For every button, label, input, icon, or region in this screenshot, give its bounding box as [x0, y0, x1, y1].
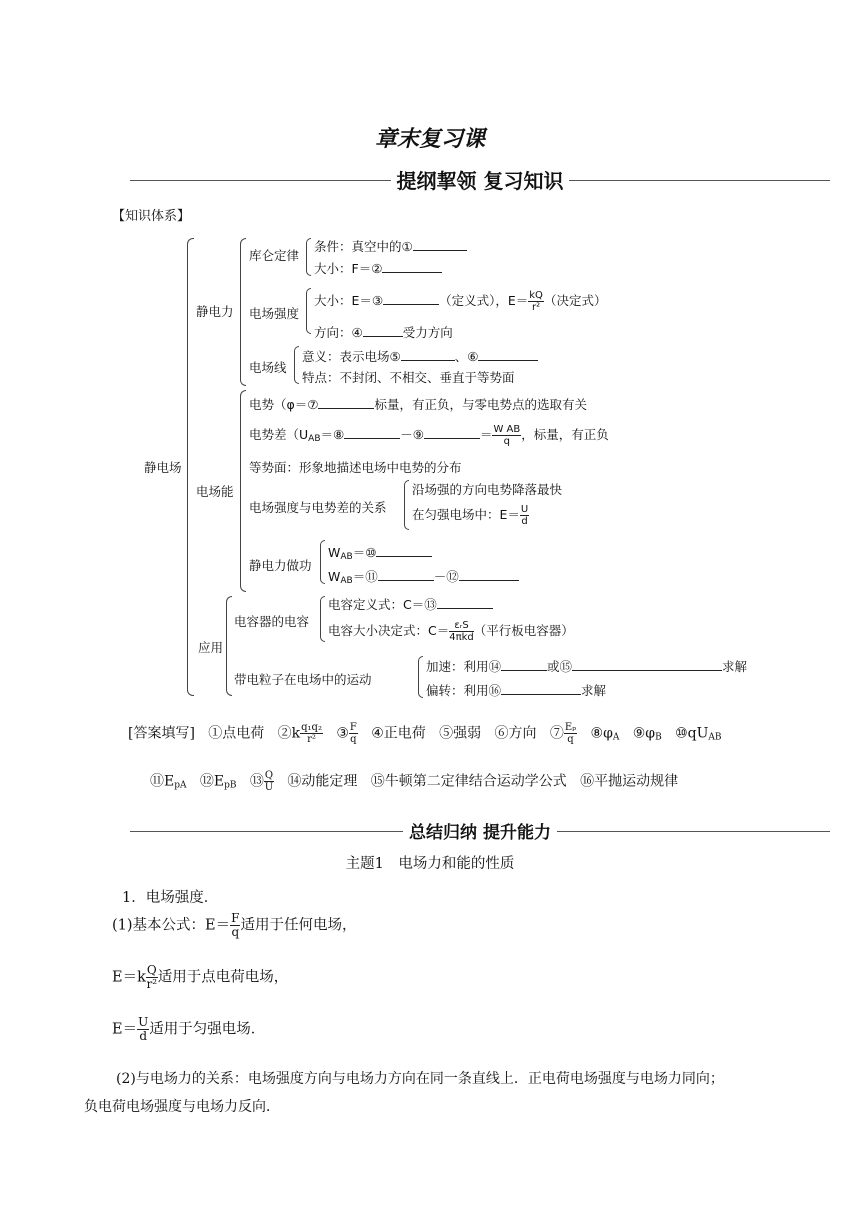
field-size: 大小：E＝③ — [314, 293, 384, 308]
answer-14: ⑭动能定理 — [287, 773, 358, 790]
frac-num: εᵣS — [449, 620, 474, 632]
frac-den: q — [503, 436, 511, 447]
relation-2: 在匀强电场中：E＝ — [412, 507, 520, 522]
subscript: AB — [340, 552, 353, 562]
section-label: 【知识体系】 — [112, 209, 191, 224]
node-relation: 电场强度与电势差的关系 — [249, 500, 387, 515]
banner-summary — [130, 816, 830, 846]
capacitance-det: 电容大小决定式：C＝ — [328, 623, 450, 638]
subscript: AB — [340, 576, 353, 586]
brace — [226, 596, 232, 696]
frac-num: Q — [146, 963, 157, 977]
work-11: ＝⑪ — [352, 569, 378, 584]
frac-num: Eₚ — [564, 722, 577, 733]
pdiff-9: －⑨ — [400, 427, 424, 442]
node-particle: 带电粒子在电场中的运动 — [234, 672, 372, 687]
para-4: E＝ — [112, 1021, 138, 1038]
frac-num: Q — [264, 770, 274, 781]
frac-num: U — [520, 504, 529, 515]
capacitance-det-note: （平行板电容器） — [473, 623, 574, 638]
para-3: E＝k — [112, 969, 146, 986]
work-12: －⑫ — [433, 569, 459, 584]
banner-summary-text: 总结归纳 提升能力 — [403, 823, 557, 843]
brace — [404, 480, 409, 530]
para-4-tail: 适用于匀强电场． — [149, 1021, 266, 1038]
answer-11: ⑪E — [150, 773, 175, 790]
frac-num: W AB — [493, 424, 521, 435]
frac-den: 4πkd — [449, 632, 474, 643]
pdiff-note: ，标量，有正负 — [521, 427, 609, 442]
brace — [306, 238, 311, 276]
answer-8: ⑧φ — [590, 725, 613, 742]
brace — [320, 596, 325, 642]
node-capacitor: 电容器的电容 — [234, 614, 310, 629]
subscript: pB — [224, 780, 237, 791]
node-field-strength: 电场强度 — [249, 306, 300, 321]
frac-den: r² — [532, 302, 541, 313]
frac-den: q — [231, 925, 240, 939]
para-3-tail: 适用于点电荷电场， — [157, 969, 289, 986]
answer-5: ⑤强弱 — [439, 725, 482, 742]
answer-key-line-1 — [128, 722, 722, 745]
frac-den: d — [521, 516, 528, 527]
field-size-det: （决定式） — [543, 293, 607, 308]
node-electrostatic-force: 静电力 — [196, 304, 234, 319]
subscript: AB — [308, 434, 321, 444]
page-title: 章末复习课 — [374, 127, 485, 152]
node-application: 应用 — [198, 640, 224, 655]
answers-label: [答案填写] — [128, 725, 195, 742]
node-coulomb: 库仑定律 — [249, 248, 300, 263]
field-direction: 方向：④ — [314, 325, 363, 340]
field-lines-meaning: 意义：表示电场⑤ — [302, 349, 401, 364]
answer-6: ⑥方向 — [494, 725, 537, 742]
capacitance-def: 电容定义式：C＝⑬ — [328, 597, 437, 612]
answer-16: ⑯平抛运动规律 — [580, 773, 679, 790]
answer-4: ④正电荷 — [371, 725, 426, 742]
field-lines-meaning-b: 、⑥ — [454, 349, 479, 364]
frac-num: F — [349, 722, 357, 733]
answer-key-line-2 — [150, 770, 678, 793]
frac-den: r² — [307, 734, 316, 745]
answer-15: ⑮牛顿第二定律结合运动学公式 — [370, 773, 567, 790]
brace — [418, 656, 423, 698]
answer-9: ⑨φ — [632, 725, 656, 742]
brace — [306, 288, 311, 334]
frac-num: F — [231, 911, 240, 925]
para-5: (2)与电场力的关系：电场强度方向与电场力方向在同一条直线上．正电荷电场强度与电场力同向； — [116, 1071, 724, 1087]
work-10: ＝⑩ — [352, 545, 377, 560]
answer-12: ⑫E — [199, 773, 225, 790]
acceleration: 加速：利用⑭ — [426, 659, 502, 674]
brace — [294, 346, 299, 384]
brace — [320, 540, 325, 584]
work-w: W — [328, 569, 341, 584]
node-field-lines: 电场线 — [249, 360, 287, 375]
frac-num: q₁q₂ — [301, 722, 322, 733]
relation-1: 沿场强的方向电势降落最快 — [412, 482, 563, 497]
potential-note: 标量，有正负，与零电势点的选取有关 — [374, 397, 587, 412]
answer-7: ⑦ — [549, 725, 564, 742]
work-w: W — [328, 545, 341, 560]
subscript: A — [612, 732, 620, 743]
tree-root: 静电场 — [144, 460, 182, 475]
equipotential: 等势面：形象地描述电场中电势的分布 — [249, 460, 462, 475]
frac-den: r² — [146, 977, 158, 991]
para-2-tail: 适用于任何电场， — [240, 917, 357, 934]
brace — [187, 238, 194, 696]
banner-review-text: 提纲挈领 复习知识 — [391, 169, 570, 193]
answer-2: ②k — [277, 725, 301, 742]
frac-den: d — [139, 1029, 147, 1043]
subscript: AB — [708, 732, 722, 743]
field-size-def: （定义式），E＝ — [439, 293, 529, 308]
potential-diff: 电势差（U — [249, 427, 309, 442]
potential: 电势（φ＝⑦ — [249, 397, 319, 412]
frac-den: q — [350, 734, 357, 745]
answer-1: ①点电荷 — [208, 725, 265, 742]
subscript: pA — [174, 780, 187, 791]
answer-3: ③ — [336, 725, 349, 742]
accel-tail: 求解 — [722, 659, 748, 674]
banner-review — [130, 165, 830, 195]
brace — [240, 238, 246, 386]
field-lines-feature: 特点：不封闭、不相交、垂直于等势面 — [302, 370, 515, 385]
node-field-energy: 电场能 — [196, 484, 234, 499]
topic-heading: 主题1 电场力和能的性质 — [345, 856, 515, 872]
pdiff-8: ＝⑧ — [320, 427, 345, 442]
frac-den: q — [567, 734, 574, 745]
field-direction-tail: 受力方向 — [402, 325, 453, 340]
para-6: 负电荷电场强度与电场力反向． — [84, 1099, 280, 1115]
frac-num: U — [138, 1015, 149, 1029]
brace — [240, 390, 246, 592]
accel-15: 或⑮ — [547, 659, 573, 674]
deflection: 偏转：利用⑯ — [426, 683, 502, 698]
coulomb-condition: 条件：真空中的① — [314, 239, 413, 254]
frac-num: kQ — [529, 290, 543, 301]
coulomb-size: 大小：F＝② — [314, 261, 383, 276]
frac-den: U — [264, 782, 274, 793]
para-1: 1．电场强度． — [122, 890, 219, 906]
subscript: B — [655, 732, 662, 743]
node-work: 静电力做功 — [249, 558, 312, 573]
deflect-tail: 求解 — [581, 683, 607, 698]
para-2: (1)基本公式：E＝ — [112, 917, 231, 934]
answer-13: ⑬ — [249, 773, 264, 790]
answer-10: ⑩qU — [675, 725, 709, 742]
pdiff-eq: ＝ — [479, 427, 493, 442]
